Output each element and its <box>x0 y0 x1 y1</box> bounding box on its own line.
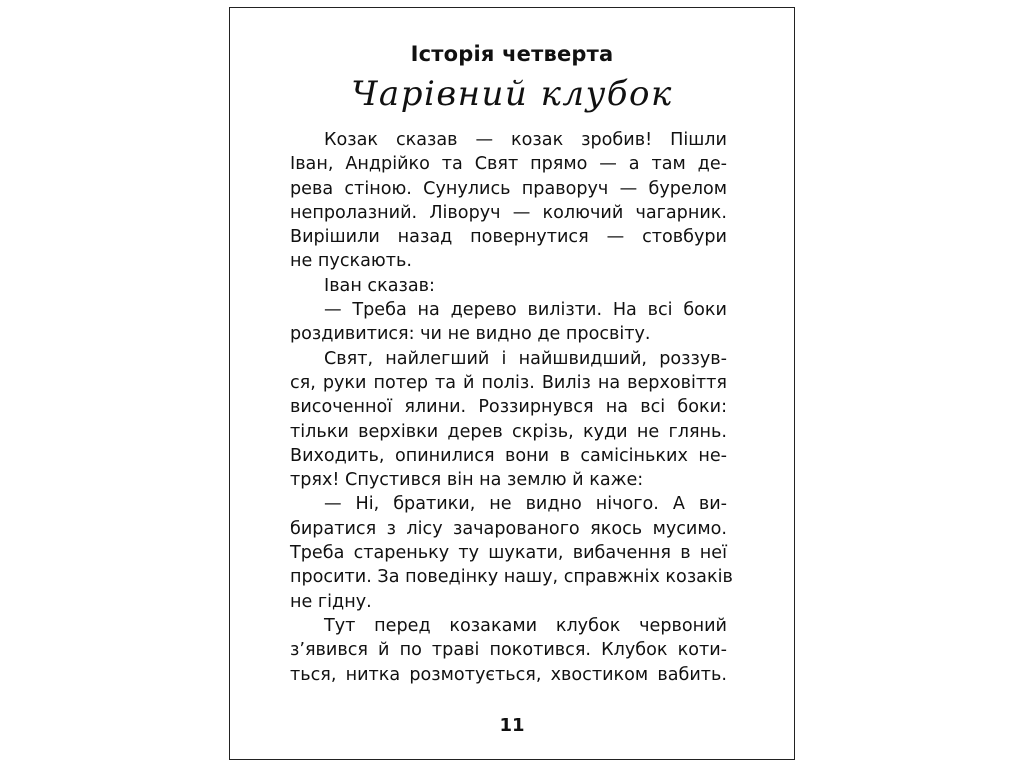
story-text <box>290 128 733 687</box>
text-line: не гідну. <box>290 591 372 612</box>
chapter-subtitle: Історія четверта <box>410 42 614 66</box>
text-line: Треба стареньку ту шукати, вибачення в неї <box>290 543 727 564</box>
text-line: височенної ялини. Роззирнувся на всі боки: <box>290 397 727 418</box>
text-line: Козак сказав — козак зробив! Пішли <box>324 130 727 150</box>
text-line: Іван, Андрійко та Свят прямо — а там де- <box>290 154 727 175</box>
chapter-title: Чарівний клубок <box>351 74 673 114</box>
text-line: Тут перед козаками клубок червоний <box>324 615 727 636</box>
text-line: тільки верхівки дерев скрізь, куди не глянь. <box>290 421 727 442</box>
text-line: биратися з лісу зачарованого якось мусимо. <box>290 518 727 539</box>
text-line: з’явився й по траві покотився. Клубок коти- <box>290 640 727 661</box>
text-line: не пускають. <box>290 251 412 272</box>
text-line: Іван сказав: <box>324 275 435 296</box>
text-line: непролазний. Ліворуч — колючий чагарник. <box>290 202 727 223</box>
text-line: — Ні, братики, не видно нічого. А ви- <box>324 494 727 515</box>
text-line: просити. За поведінку нашу, справжніх козаків <box>290 567 733 588</box>
text-line: Свят, найлегший і найшвидший, роззув- <box>324 348 727 369</box>
text-line: ся, руки потер та й поліз. Виліз на верховіття <box>290 372 727 393</box>
text-line: Вирішили назад повернутися — стовбури <box>290 227 727 248</box>
text-line: трях! Спустився він на землю й каже: <box>290 470 644 491</box>
text-line: — Треба на дерево вилізти. На всі боки <box>324 300 727 321</box>
book-page <box>229 7 795 760</box>
text-line: рева стіною. Сунулись праворуч — бурелом <box>290 178 727 199</box>
page-number: 11 <box>499 715 525 736</box>
text-line: роздивитися: чи не видно де просвіту. <box>290 324 651 345</box>
text-line: Виходить, опинилися вони в самісіньких не- <box>290 445 727 466</box>
text-line: ться, нитка розмотується, хвостиком вабить. <box>290 664 727 685</box>
